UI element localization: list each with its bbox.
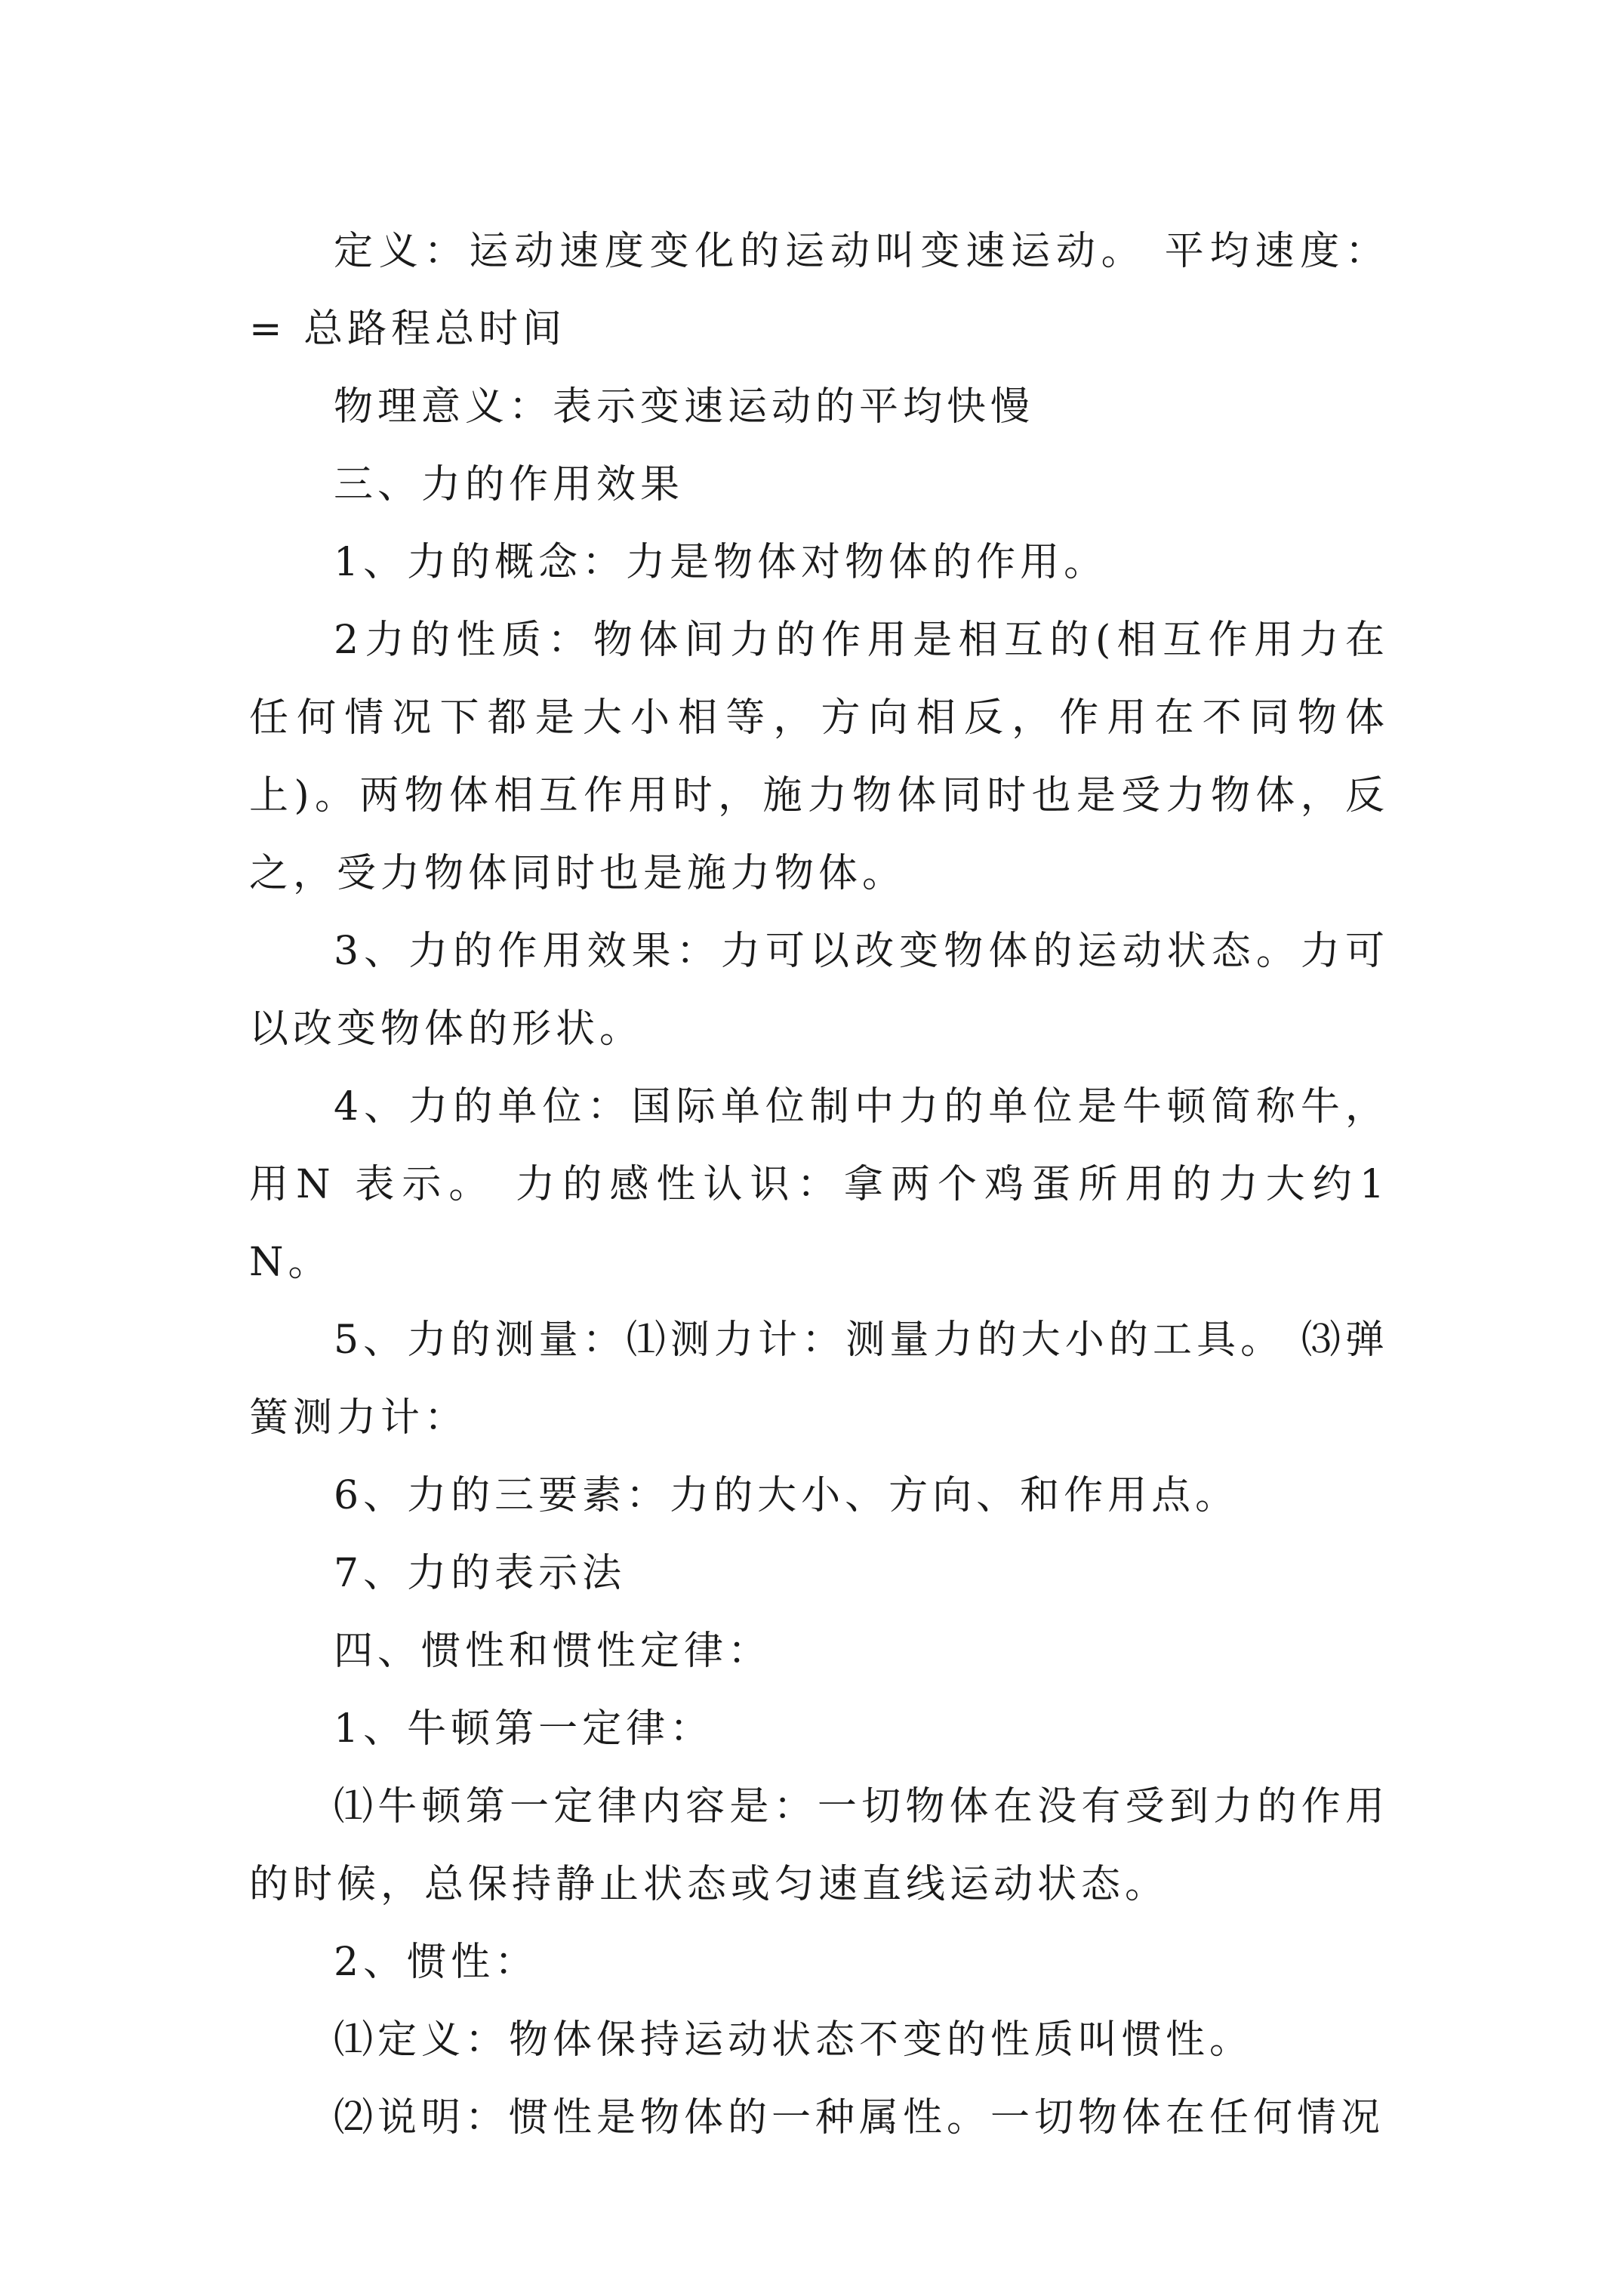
paragraph-force-measurement: 5、力的测量：⑴测力计：测量力的大小的工具。 ⑶弹簧测力计：	[249, 1318, 1389, 1441]
paragraph-variable-motion-definition: 定义：运动速度变化的运动叫变速运动。 平均速度：= 总路程总时间	[249, 229, 1389, 352]
section-heading-inertia: 四、惯性和惯性定律：	[334, 1629, 772, 1674]
paragraph-force-three-elements: 6、力的三要素：力的大小、方向、和作用点。	[334, 1473, 1240, 1518]
paragraph-inertia-heading: 2、惯性：	[334, 1940, 539, 1985]
paragraph-newton-first-law-content: ⑴牛顿第一定律内容是：一切物体在没有受到力的作用的时候，总保持静止状态或匀速直线运动状态。	[249, 1784, 1389, 1907]
paragraph-force-nature: 2力的性质：物体间力的作用是相互的(相互作用力在任何情况下都是大小相等，方向相反，作用在不同物体上)。两物体相互作用时，施力物体同时也是受力物体，反之，受力物体同时也是施力物体。	[249, 618, 1389, 896]
document-body	[249, 213, 1389, 2157]
paragraph-force-concept: 1、力的概念：力是物体对物体的作用。	[334, 540, 1108, 585]
paragraph-force-effect: 3、力的作用效果：力可以改变物体的运动状态。力可以改变物体的形状。	[249, 929, 1389, 1052]
paragraph-physical-meaning: 物理意义：表示变速运动的平均快慢	[334, 384, 1035, 430]
paragraph-force-representation: 7、力的表示法	[334, 1551, 627, 1596]
section-heading-force-effects: 三、力的作用效果	[334, 462, 685, 507]
paragraph-inertia-definition: ⑴定义：物体保持运动状态不变的性质叫惯性。	[334, 2017, 1254, 2063]
paragraph-newton-first-law-heading: 1、牛顿第一定律：	[334, 1706, 714, 1752]
paragraph-inertia-explanation: ⑵说明：惯性是物体的一种属性。一切物体在任何情况	[334, 2095, 1385, 2140]
paragraph-force-unit: 4、力的单位：国际单位制中力的单位是牛顿简称牛，用N 表示。 力的感性认识：拿两个鸡蛋所用的力大约1N。	[249, 1084, 1389, 1285]
